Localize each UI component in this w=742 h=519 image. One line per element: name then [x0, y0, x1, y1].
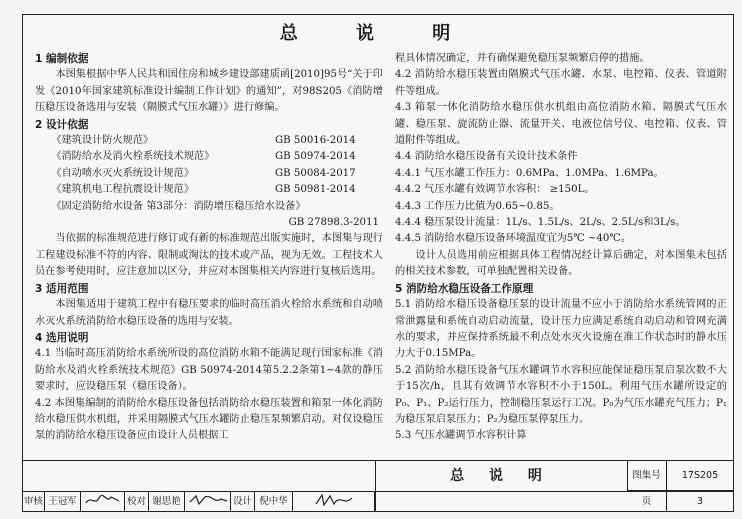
paragraph-4-2b: 4.2 消防给水稳压装置由隔膜式气压水罐、水泵、电控箱、仪表、管道附件等组成。 — [395, 69, 727, 97]
designer-signature — [293, 492, 375, 512]
check-label: 校对 — [125, 492, 149, 512]
paragraph-4-4: 4.4 消防给水稳压设备有关设计技术条件 — [395, 151, 578, 163]
standard-row — [35, 166, 383, 182]
standard-code: GB 50016-2014 — [275, 135, 356, 147]
standard-code: GB 50981-2014 — [275, 184, 356, 196]
section-2-note: 当依据的标准规范进行修订或有新的标准规范出版实施时，本图集与现行工程建设标准不符的内容、限制或淘汰的技术或产品，视为无效。工程技术人员在参考使用时，应注意加以区分，并应对本图集相关内容进行复核后选用。 — [35, 233, 383, 278]
standard-row-5 — [35, 199, 383, 215]
standard-code: GB 50084-2017 — [275, 167, 356, 179]
signature-row — [23, 491, 733, 512]
standard-code-5: GB 27898.3-2011 — [288, 217, 379, 229]
section-4-heading: 4 选用说明 — [35, 331, 89, 344]
review-label: 审核 — [23, 492, 45, 512]
design-label: 设计 — [231, 492, 255, 512]
standard-name: 《建筑机电工程抗震设计规范》 — [51, 184, 194, 196]
paragraph-4-4-2: 4.4.2 气压水罐有效调节水容积： ≥150L。 — [395, 184, 595, 196]
reviewer-signature — [81, 492, 125, 512]
section-3-heading: 3 适用范围 — [35, 282, 89, 295]
section-4-1-paragraph: 4.1 当临时高压消防给水系统所设的高位消防水箱不能满足现行国家标准《消防给水及消火栓系统技术规范》GB 50974-2014第5.2.2条第1~4款的静压要求时，应设稳压泵（稳压设备）。 — [35, 348, 383, 393]
standard-row — [35, 182, 383, 198]
section-3-paragraph: 本图集适用于建筑工程中有稳压要求的临时高压消火栓给水系统和自动喷水灭火系统消防给水稳压设备的选用与安装。 — [35, 299, 383, 327]
designer-name: 倪中华 — [255, 492, 293, 512]
standard-row — [35, 149, 383, 165]
standard-name: 《固定消防给水设备 第3部分：消防增压稳压给水设备》 — [51, 200, 306, 212]
paragraph-4-4-5: 4.4.5 消防给水稳压设备环境温度宜为5℃ ~40℃。 — [395, 233, 631, 245]
page-title: 总 说 明 — [279, 23, 477, 44]
continuation-text: 程具体情况确定，并有确保避免稳压泵频繁启停的措施。 — [395, 53, 650, 64]
paragraph-4-4-1: 4.4.1 气压水罐工作压力：0.6MPa、1.0MPa、1.6MPa。 — [395, 167, 664, 179]
section-2-heading: 2 设计依据 — [35, 118, 89, 131]
right-column — [395, 51, 727, 445]
standard-name: 《建筑设计防火规范》 — [51, 135, 154, 147]
page-label: 页 — [627, 492, 667, 512]
checker-name: 谢思艳 — [149, 492, 185, 512]
title-block — [23, 460, 733, 511]
left-column — [35, 51, 383, 445]
section-1-paragraph: 本图集根据中华人民共和国住房和城乡建设部建质函[2010]95号“关于印发《2010年国家建筑标准设计编制工作计划》的通知”，对98S205《消防增压稳压设备选用与安装（隔膜式气压水罐）》进行修编。 — [35, 69, 383, 114]
paragraph-4-3: 4.3 箱泵一体化消防给水稳压供水机组由高位消防水箱、隔膜式气压水罐、稳压泵、旋流防止器、流量开关、电液位信号仪、电控箱、仪表、管道附件等组成。 — [395, 102, 727, 147]
atlas-number-label: 图集号 — [627, 461, 667, 491]
designer-signature-icon — [312, 492, 356, 508]
atlas-number: 17S205 — [667, 461, 733, 491]
paragraph-5-2: 5.2 消防给水稳压设备气压水罐调节水容积应能保证稳压泵启泵次数不大于15次/h，且其有效调节水容积不小于150L。利用气压水罐所设定的P₀、P₁、P₂运行压力，控制稳压泵运行工况。P₀为气压水罐充气压力；P₁为稳压泵启泵压力；P₂为稳压泵停泵压力。 — [395, 364, 727, 425]
paragraph-note: 设计人员选用前应根据具体工程情况经计算后确定，对本图集未包括的相关技术参数，可单独配置相关设备。 — [395, 249, 727, 278]
standard-row — [35, 133, 383, 149]
section-1-heading: 1 编制依据 — [35, 53, 89, 65]
reviewer-name: 王冠军 — [45, 492, 81, 512]
section-5-heading: 5 消防给水稳压设备工作原理 — [395, 282, 534, 295]
checker-signature — [185, 492, 231, 512]
section-4-2-paragraph: 4.2 本图集编制的消防给水稳压设备包括消防给水稳压装置和箱泵一体化消防给水稳压供水机组，并采用隔膜式气压水罐防止稳压泵频繁启动。对仅设稳压泵的消防给水稳压设备应由设计人员根据工 — [35, 397, 383, 442]
paragraph-5-1: 5.1 消防给水稳压设备稳压泵的设计流量不应小于消防给水系统管网的正常泄露量和系统自动启动流量，设计压力应满足系统自动启动和管网充满水的要求，并应保持系统最不利点处水灭火设施在准工作状态时的静水压力大于0.15MPa。 — [395, 299, 727, 360]
standard-name: 《消防给水及消火栓系统技术规范》 — [51, 151, 215, 163]
page-number: 3 — [696, 496, 704, 507]
paragraph-4-4-4: 4.4.4 稳压泵设计流量：1L/s、1.5L/s、2L/s、2.5L/s和3L/s。 — [395, 217, 686, 229]
reviewer-signature-icon — [83, 492, 123, 508]
title-block-heading: 总 说 明 — [375, 461, 628, 492]
paragraph-4-4-3: 4.4.3 工作压力比值为0.65~0.85。 — [395, 200, 560, 212]
paragraph-5-3: 5.3 气压水罐调节水容积计算 — [395, 430, 527, 442]
standard-name: 《自动喷水灭火系统设计规范》 — [51, 167, 194, 179]
checker-signature-icon — [187, 492, 229, 508]
standard-code: GB 50974-2014 — [275, 151, 356, 163]
drawing-sheet — [22, 14, 734, 512]
